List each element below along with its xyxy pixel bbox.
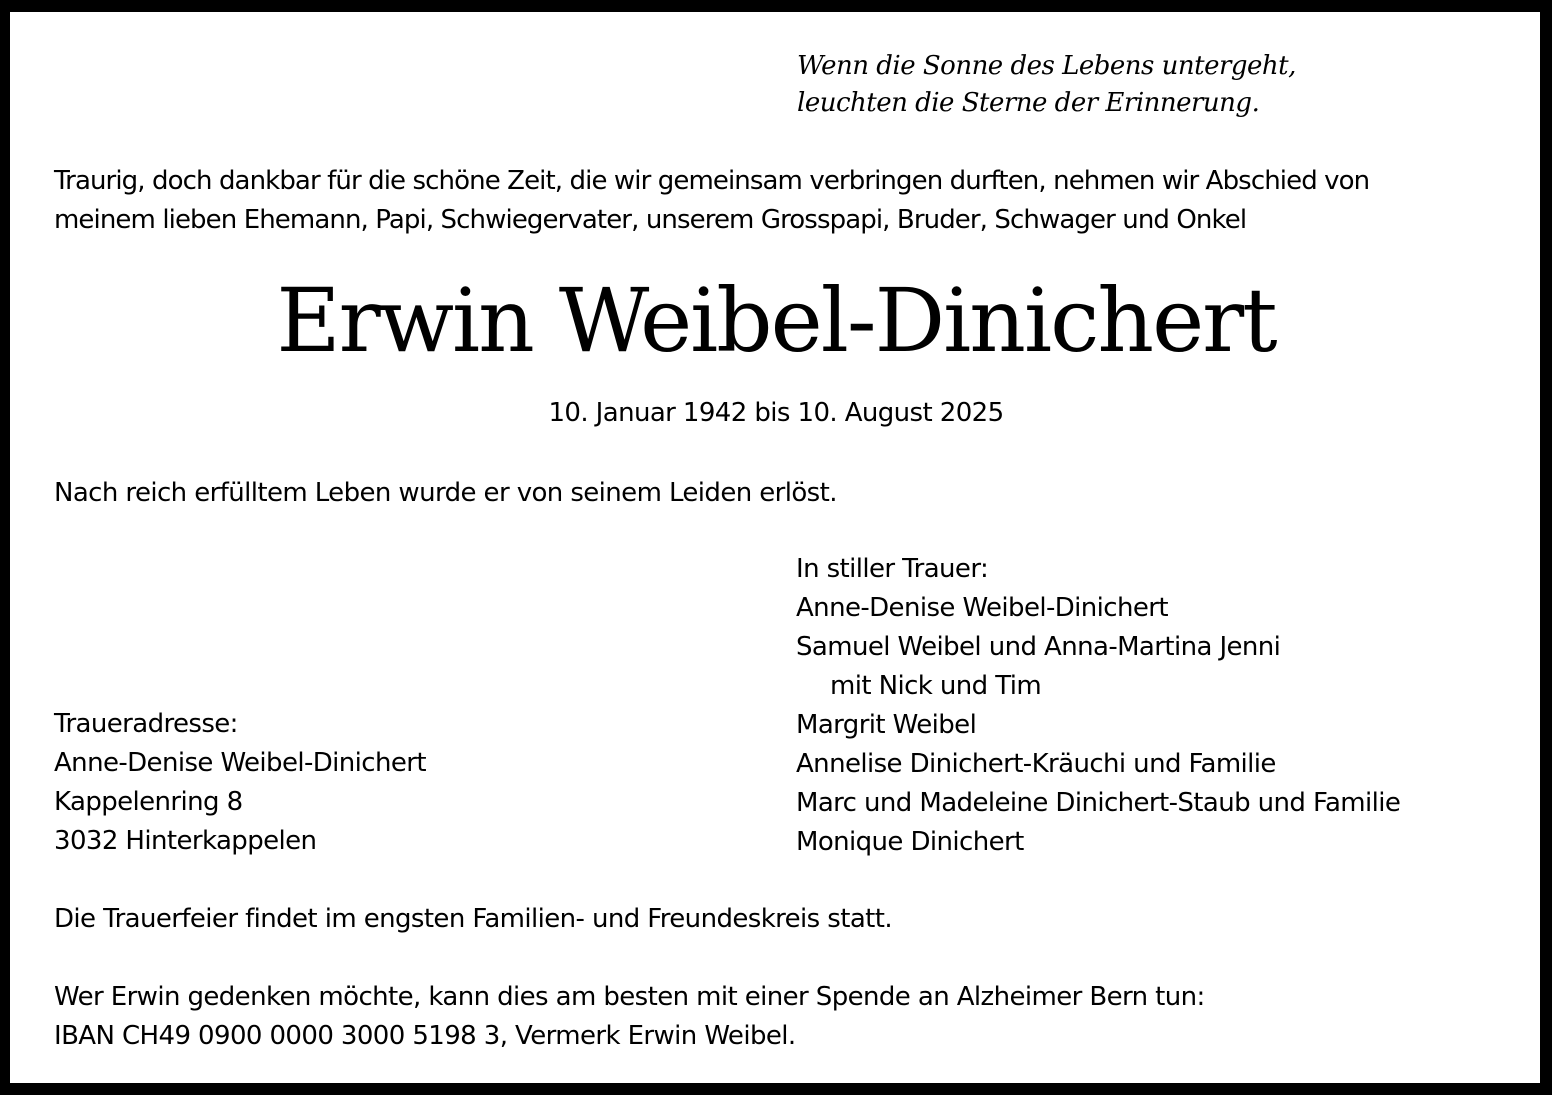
donation-info bbox=[54, 978, 1205, 1056]
motto-line-1: Wenn die Sonne des Lebens untergeht, bbox=[797, 51, 1296, 81]
address-heading: Traueradresse: bbox=[54, 709, 238, 739]
intro-line-1: Traurig, doch dankbar für die schöne Zeit, die wir gemeinsam verbringen durften, nehmen wir Abschied von bbox=[54, 166, 1370, 196]
mourners-heading: In stiller Trauer: bbox=[796, 554, 989, 584]
intro-line-2: meinem lieben Ehemann, Papi, Schwiegervater, unserem Grosspapi, Bruder, Schwager und Onkel bbox=[54, 205, 1247, 235]
released-text: Nach reich erfülltem Leben wurde er von seinem Leiden erlöst. bbox=[54, 478, 837, 508]
address-city: 3032 Hinterkappelen bbox=[54, 826, 317, 856]
motto-line-2: leuchten die Sterne der Erinnerung. bbox=[797, 88, 1260, 118]
mourning-address bbox=[54, 705, 426, 861]
life-dates: 10. Januar 1942 bis 10. August 2025 bbox=[548, 398, 1004, 428]
donation-line-2: IBAN CH49 0900 0000 3000 5198 3, Vermerk Erwin Weibel. bbox=[54, 1021, 796, 1051]
mourner-name: Margrit Weibel bbox=[796, 710, 977, 740]
deceased-name: Erwin Weibel-Dinichert bbox=[276, 269, 1276, 372]
motto-quote bbox=[797, 48, 1296, 122]
address-street: Kappelenring 8 bbox=[54, 787, 243, 817]
mourner-name: Marc und Madeleine Dinichert-Staub und Familie bbox=[796, 788, 1401, 818]
mourner-name: Monique Dinichert bbox=[796, 827, 1024, 857]
mourner-name: mit Nick und Tim bbox=[830, 671, 1042, 701]
intro-text bbox=[54, 162, 1369, 240]
donation-line-1: Wer Erwin gedenken möchte, kann dies am besten mit einer Spende an Alzheimer Bern tun: bbox=[54, 982, 1205, 1012]
address-name: Anne-Denise Weibel-Dinichert bbox=[54, 748, 426, 778]
mourner-name: Samuel Weibel und Anna-Martina Jenni bbox=[796, 632, 1281, 662]
ceremony-text: Die Trauerfeier findet im engsten Familien- und Freundeskreis statt. bbox=[54, 904, 893, 934]
mourners-list bbox=[796, 550, 1400, 862]
mourner-name: Annelise Dinichert-Kräuchi und Familie bbox=[796, 749, 1276, 779]
mourner-name: Anne-Denise Weibel-Dinichert bbox=[796, 593, 1168, 623]
